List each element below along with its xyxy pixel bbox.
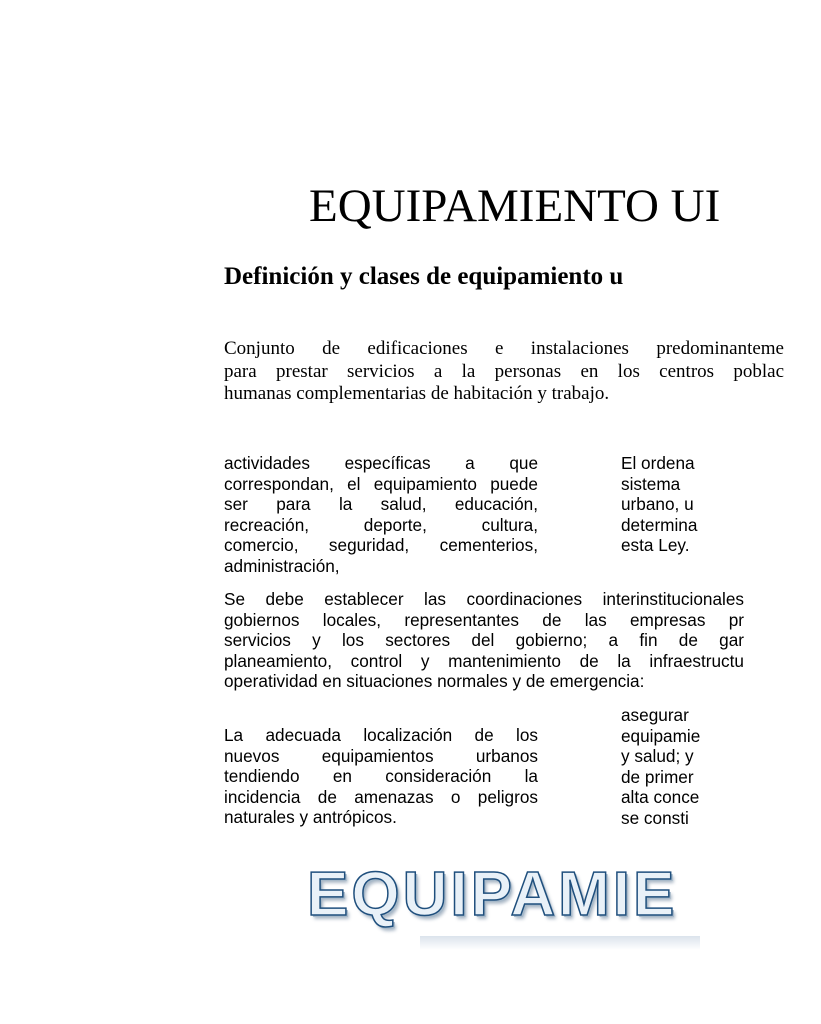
paragraph-line: alta conce [621,787,700,808]
column-right-text [621,453,821,566]
paragraph-line: comercio, seguridad, cementerios, [224,535,538,556]
paragraph-line: urbano, u [621,494,694,515]
paragraph-line: equipamie [621,725,701,746]
paragraph-line: actividades específicas a que [224,453,538,473]
paragraph-line: tendiendo en consideración la [224,766,538,787]
paragraph-line: de primer [621,766,694,787]
paragraph-line: naturales y antrópicos. [224,807,397,828]
paragraph-line: La adecuada localización de los [224,725,538,745]
paragraph-line: y salud; y [621,746,694,767]
paragraph-line: nuevos equipamientos urbanos [224,745,538,766]
paragraph-line: incidencia de amenazas o peligros [224,786,538,807]
document-title: EQUIPAMIENTO UI [309,180,721,232]
wordart-reflection [420,936,700,950]
paragraph-line: ser para la salud, educación, [224,494,538,515]
intro-paragraph [224,338,784,406]
paragraph-line: gobiernos locales, representantes de las empresas pr [224,609,744,630]
column-left-text [224,725,538,835]
paragraph-line: administración, [224,555,340,576]
paragraph-line: humanas complementarias de habitación y trabajo. [224,383,610,404]
paragraph-line: recreación, deporte, cultura, [224,514,538,535]
paragraph-line: se consti [621,807,689,828]
wordart-title: EQUIPAMIE [307,860,678,929]
section-heading: Definición y clases de equipamiento u [224,263,624,290]
column-left-text [224,453,538,576]
paragraph-line: Se debe establecer las coordinaciones interinstitucionales [224,589,744,609]
coordination-paragraph [224,589,744,692]
column-right-text [621,705,821,839]
paragraph-line: esta Ley. [621,535,690,556]
paragraph-line: sistema [621,473,681,494]
paragraph-line: operatividad en situaciones normales y de emergencia: [224,671,645,692]
paragraph-line: El ordena [621,453,695,473]
paragraph-line: determina [621,514,698,535]
paragraph-line: para prestar servicios a la personas en los centros poblac [224,360,784,382]
paragraph-line: Conjunto de edificaciones e instalaciones predominanteme [224,338,784,359]
paragraph-line: correspondan, el equipamiento puede [224,473,538,494]
paragraph-line: servicios y los sectores del gobierno; a fin de gar [224,630,744,651]
paragraph-line: planeamiento, control y mantenimiento de la infraestructu [224,650,744,671]
paragraph-line: asegurar [621,705,689,725]
